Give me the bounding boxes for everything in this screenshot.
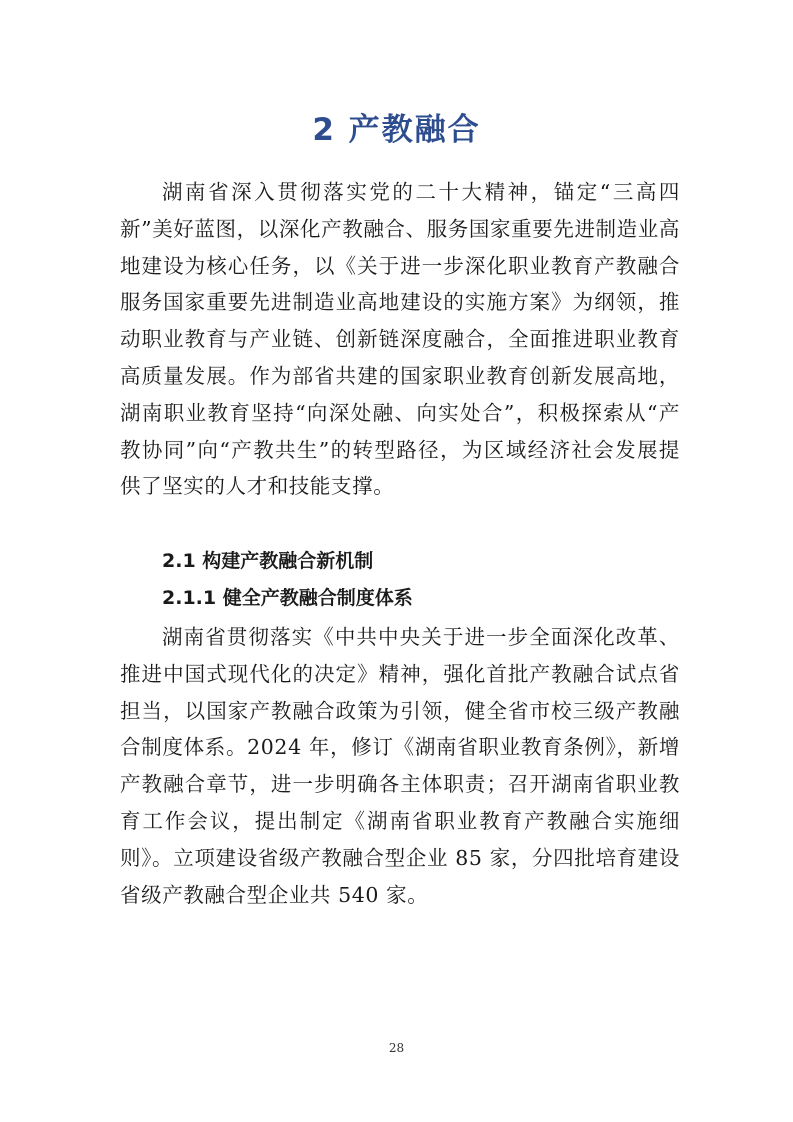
page-number: 28 [388, 1041, 405, 1055]
intro-paragraph: 湖南省深入贯彻落实党的二十大精神，锚定“三高四新”美好蓝图，以深化产教融合、服务国家重要先进制造业高地建设为核心任务，以《关于进一步深化职业教育产教融合服务国家重要先进制造业高地建设的实施方案》为纲领，推动职业教育与产业链、创新链深度融合，全面推进职业教育高质量发展。作为部省共建的国家职业教育创新发展高地，湖南职业教育坚持“向深处融、向实处合”，积极探索从“产教协同”向“产教共生”的转型路径，为区域经济社会发展提供了坚实的人才和技能支撑。 [120, 180, 680, 499]
section-heading: 2.1 构建产教融合新机制 [162, 550, 374, 572]
subsection-heading: 2.1.1 健全产教融合制度体系 [162, 587, 413, 609]
body-paragraph: 湖南省贯彻落实《中共中央关于进一步全面深化改革、推进中国式现代化的决定》精神，强化首批产教融合试点省担当，以国家产教融合政策为引领，健全省市校三级产教融合制度体系。2024 年，修订《湖南省职业教育条例》，新增产教融合章节，进一步明确各主体职责；召开湖南省职业教育工作会议，提出制定《湖南省职业教育产教融合实施细则》。立项建设省级产教融合型企业 85 家，分四批培育建设省级产教融合型企业共 540 家。 [120, 625, 680, 907]
chapter-title: 2 产教融合 [312, 112, 481, 148]
